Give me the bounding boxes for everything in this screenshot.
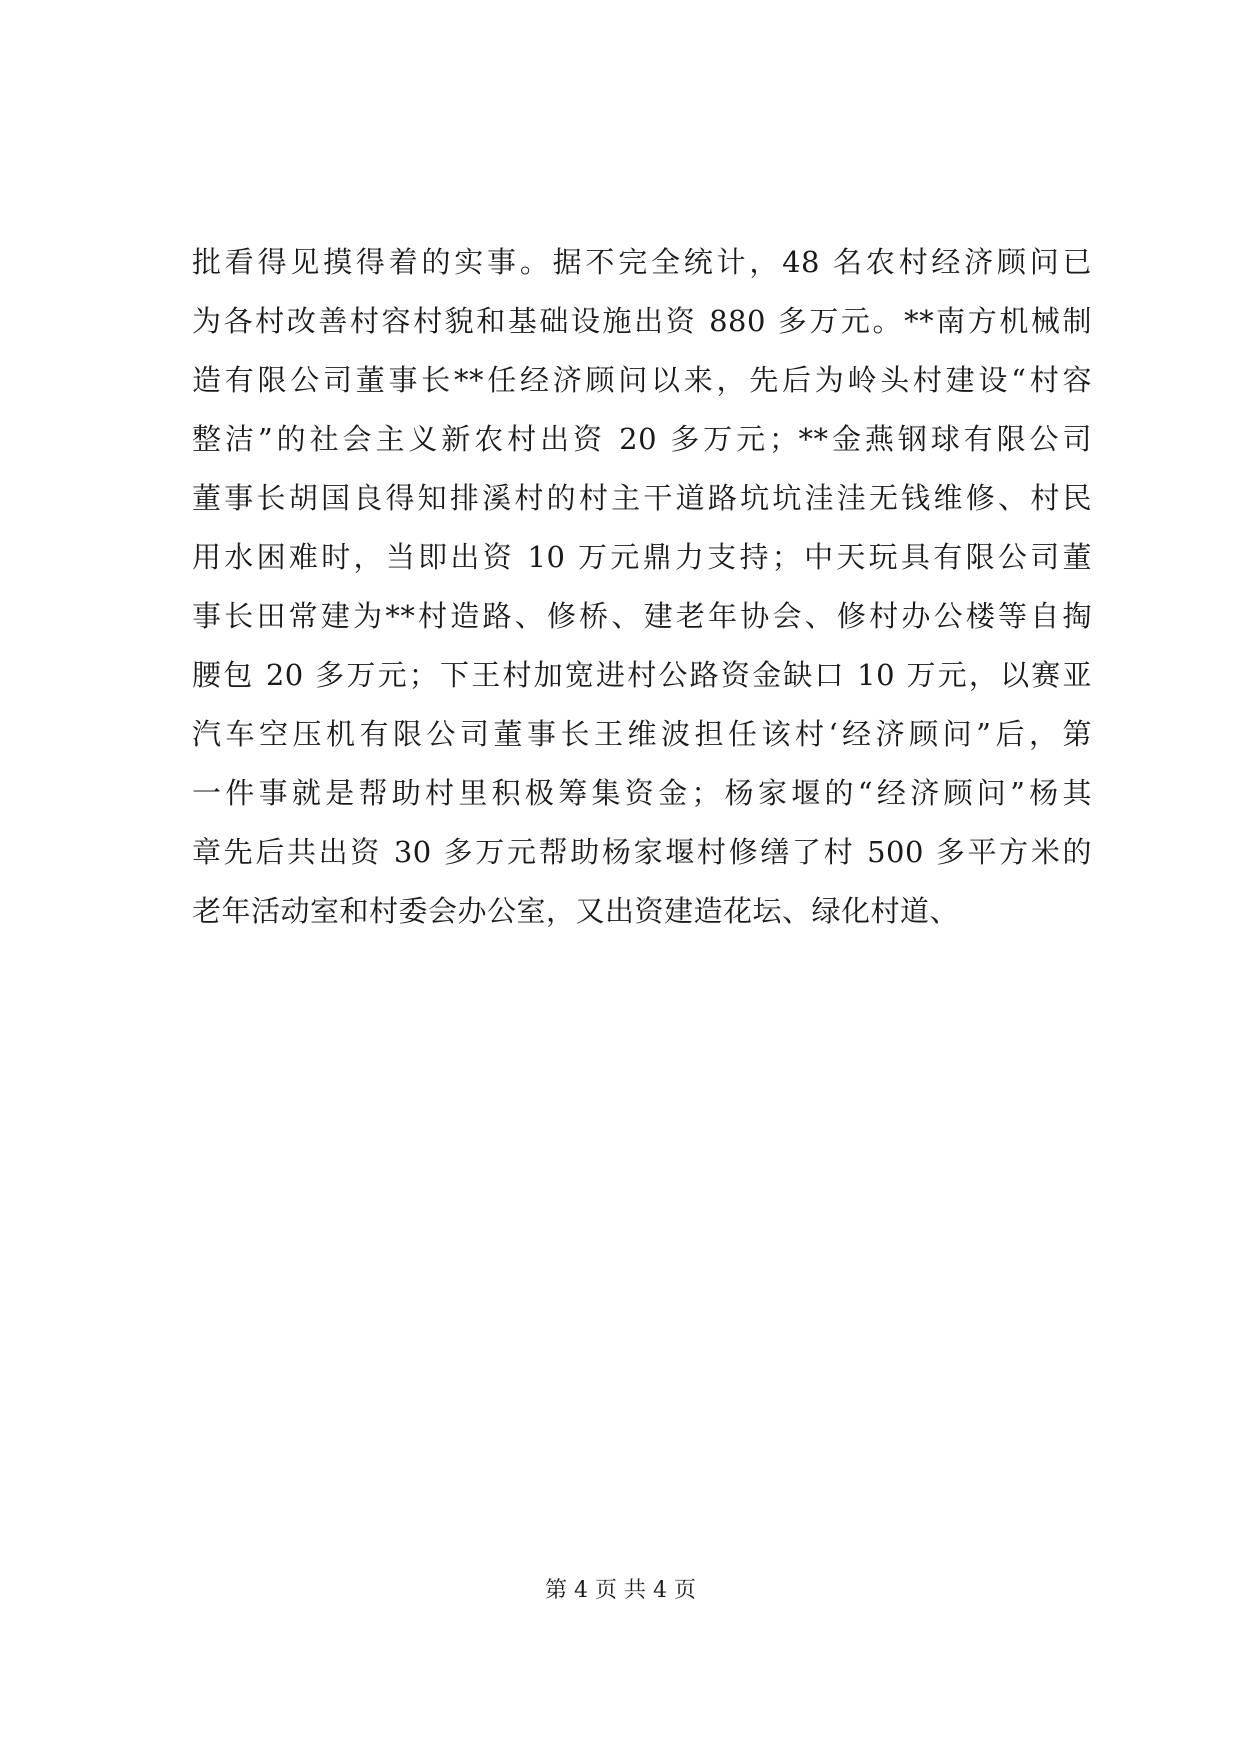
- text-line: 章先后共出资 30 多万元帮助杨家堰村修缮了村 500 多平方米的: [192, 835, 1092, 869]
- text-line: 为各村改善村容村貌和基础设施出资 880 多万元。**南方机械制: [192, 304, 1092, 338]
- text-line: 用水困难时，当即出资 10 万元鼎力支持；中天玩具有限公司董: [192, 540, 1092, 574]
- text-line: 董事长胡国良得知排溪村的村主干道路坑坑洼洼无钱维修、村民: [192, 481, 1092, 515]
- text-line: 一件事就是帮助村里积极筹集资金；杨家堰的“经济顾问”杨其: [192, 776, 1092, 810]
- text-line: 老年活动室和村委会办公室，又出资建造花坛、绿化村道、: [192, 894, 960, 928]
- text-line: 腰包 20 多万元；下王村加宽进村公路资金缺口 10 万元，以赛亚: [192, 658, 1092, 692]
- text-line: 造有限公司董事长**任经济顾问以来，先后为岭头村建设“村容: [192, 363, 1092, 397]
- text-line: 事长田常建为**村造路、修桥、建老年协会、修村办公楼等自掏: [192, 599, 1092, 633]
- text-line: 整洁”的社会主义新农村出资 20 多万元；**金燕钢球有限公司: [192, 422, 1092, 456]
- text-line: 批看得见摸得着的实事。据不完全统计，48 名农村经济顾问已: [192, 245, 1092, 279]
- page-number-footer: 第 4 页 共 4 页: [545, 1578, 696, 1603]
- body-paragraph: [192, 233, 1092, 941]
- text-line: 汽车空压机有限公司董事长王维波担任该村‘经济顾问”后，第: [192, 717, 1092, 751]
